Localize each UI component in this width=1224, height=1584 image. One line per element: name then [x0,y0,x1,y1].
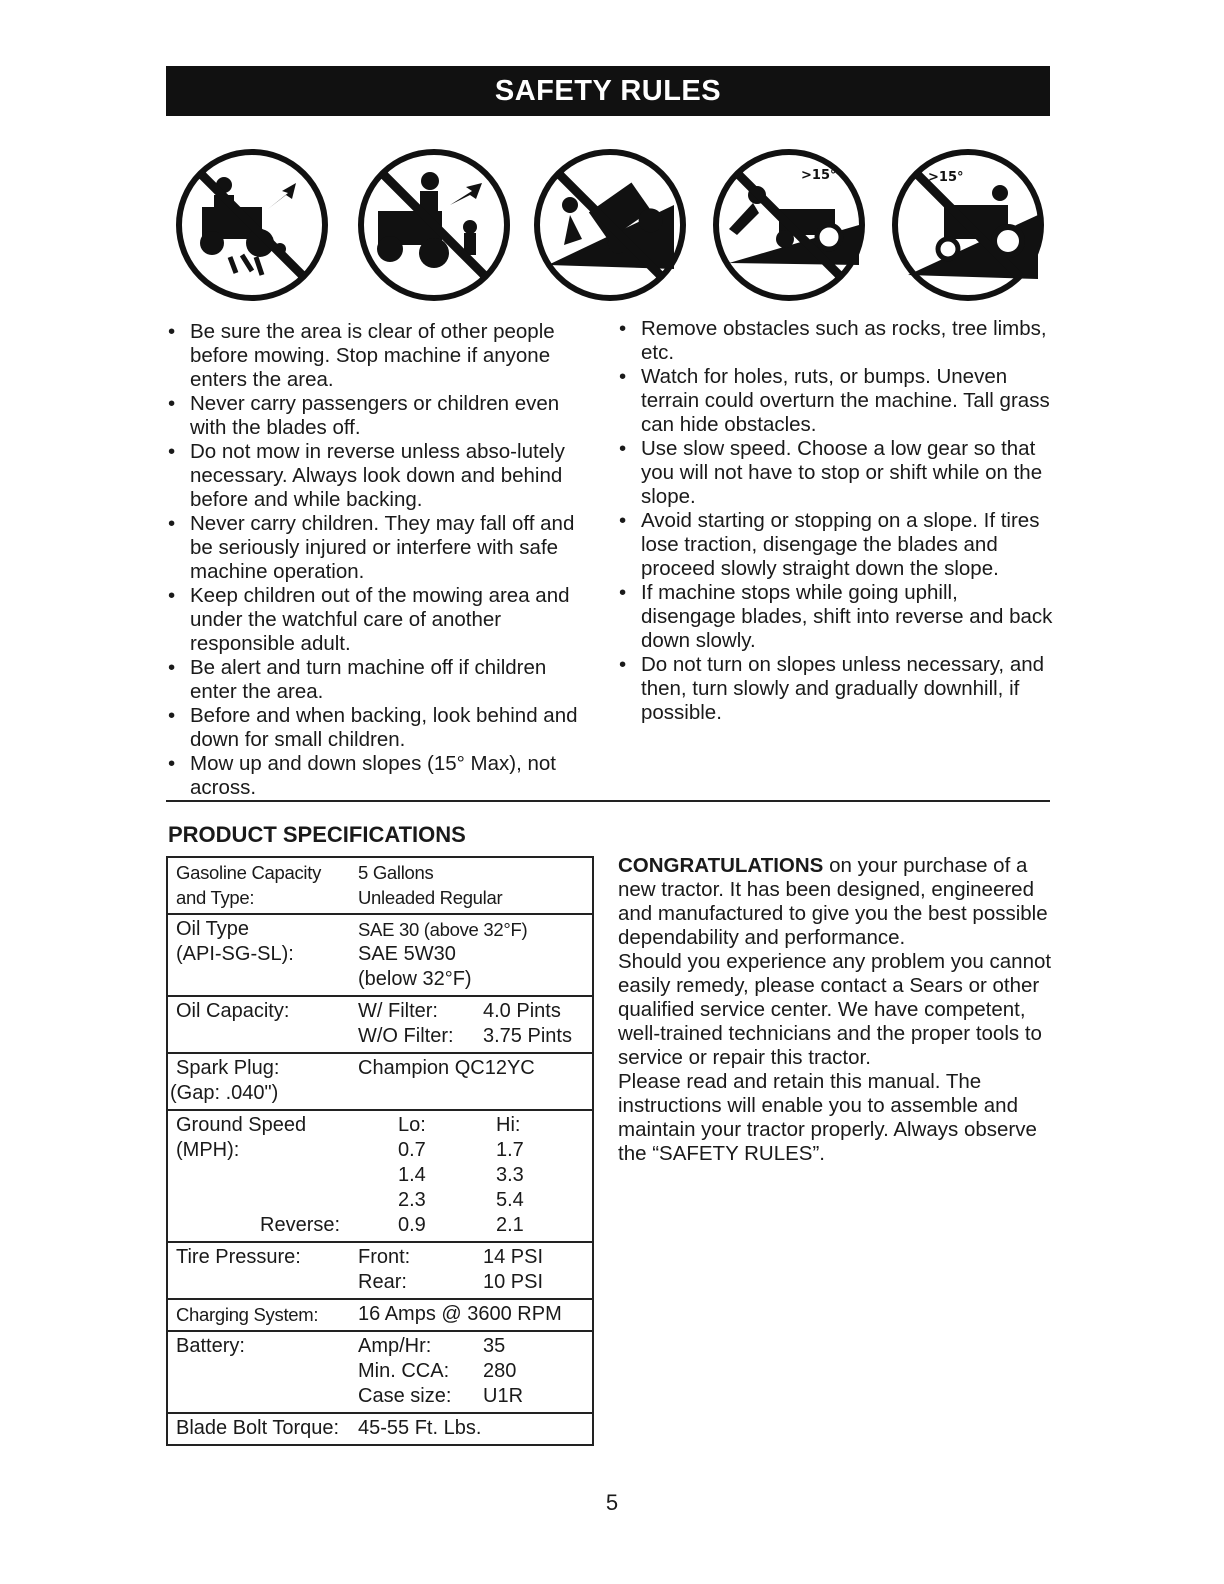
spec-value: U1R [483,1385,524,1407]
spec-key: Min. CCA: [358,1360,450,1382]
spec-row-blade-bolt [168,1414,592,1444]
safety-icons-row [166,145,1050,320]
spec-label: Tire Pressure: [176,1246,301,1268]
spec-label: Gasoline Capacity [176,862,322,883]
speed-hi-value: 1.7 [496,1139,524,1161]
list-item: • Never carry passengers or children even with the blades off. [166,392,596,440]
page-title: SAFETY RULES [166,66,1050,116]
spec-value: Champion QC12YC [358,1057,535,1079]
spec-label: Charging System: [176,1304,319,1325]
no-passengers-icon [354,145,514,305]
spec-label: Blade Bolt Torque: [176,1417,340,1439]
spec-key: W/O Filter: [358,1025,454,1047]
specs-title: PRODUCT SPECIFICATIONS [168,822,466,847]
speed-hi-value: 5.4 [496,1189,524,1211]
page-number: 5 [605,1490,619,1515]
list-item: • Be alert and turn machine off if children enter the area. [166,656,596,704]
spec-label: (Gap: .040") [170,1082,279,1104]
list-item: • Use slow speed. Choose a low gear so that you will not have to stop or shift while on the slope. [617,437,1057,509]
list-item: • Keep children out of the mowing area and under the watchful care of another responsible adult. [166,584,596,656]
spec-label: (MPH): [176,1139,240,1161]
list-item: • Be sure the area is clear of other people before mowing. Stop machine if anyone enters the area. [166,320,596,392]
spec-row-tire-pressure [168,1243,592,1300]
spec-label: Reverse: [260,1214,341,1236]
speed-hi-value: 2.1 [496,1214,524,1236]
spec-label: and Type: [176,887,255,908]
congrats-paragraph: on your purchase of a new tractor. It has been designed, engineered and manufactured to give you the best possible dependability and performance. [618,854,1048,949]
speed-hi-value: 3.3 [496,1164,524,1186]
speed-lo-value: 0.9 [398,1214,426,1236]
list-item: • Before and when backing, look behind and down for small children. [166,704,596,752]
spec-value: 5 Gallons [358,862,434,883]
spec-value: 14 PSI [483,1246,544,1268]
spec-key: Rear: [358,1271,407,1293]
list-item: • Avoid starting or stopping on a slope. If tires lose traction, disengage the blades and proceed slowly straight down the slope. [617,509,1057,581]
spec-value: 16 Amps @ 3600 RPM [358,1303,562,1325]
spec-row-oil-type [168,915,592,997]
spec-value: SAE 5W30 [358,943,456,965]
congrats-paragraph: Please read and retain this manual. The instructions will enable you to assemble and maintain your tractor properly. Always observe the “SAFETY RULES”. [618,1070,1037,1165]
specs-table [166,856,594,1446]
spec-value: 280 [483,1360,517,1382]
speed-lo-value: 2.3 [398,1189,426,1211]
spec-value: SAE 30 (above 32°F) [358,919,528,940]
spec-value: 3.75 Pints [483,1025,572,1047]
speed-lo-value: 1.4 [398,1164,426,1186]
no-steep-slope-icon [709,145,869,305]
spec-row-oil-capacity [168,997,592,1054]
spec-key: Amp/Hr: [358,1335,432,1357]
spec-label: Oil Capacity: [176,1000,290,1022]
svg-text:>15°: >15° [801,168,837,183]
list-item: • Remove obstacles such as rocks, tree limbs, etc. [617,317,1057,365]
list-item: • Do not turn on slopes unless necessary, and then, turn slowly and gradually downhill, if possible. [617,653,1057,725]
safety-rules-left-list [166,320,596,800]
list-item: • Never carry children. They may fall off and be seriously injured or interfere with safe machine operation. [166,512,596,584]
list-item: • Do not mow in reverse unless abso-lutely necessary. Always look down and behind before and while backing. [166,440,596,512]
spec-label: Spark Plug: [176,1057,280,1079]
spec-key: Front: [358,1246,411,1268]
spec-value: 45-55 Ft. Lbs. [358,1417,482,1439]
spec-label: Ground Speed [176,1114,307,1136]
list-item: • If machine stops while going uphill, disengage blades, shift into reverse and back down slowly. [617,581,1057,653]
spec-value: 10 PSI [483,1271,544,1293]
spec-row-gasoline [168,858,592,915]
spec-row-charging [168,1300,592,1332]
speed-lo-header: Lo: [398,1114,426,1136]
list-item: • Mow up and down slopes (15° Max), not across. [166,752,596,800]
svg-text:>15°: >15° [928,170,964,185]
spec-label: Oil Type [176,918,249,940]
no-mowing-near-people-icon [172,145,332,305]
spec-label: (API-SG-SL): [176,943,294,965]
spec-row-spark-plug [168,1054,592,1111]
congratulations-text [618,854,1058,1166]
congrats-paragraph: Should you experience any problem you cannot easily remedy, please contact a Sears or other qualified service center. We have competent, well-trained technicians and the proper tools to service or repair this tractor. [618,950,1052,1069]
safety-rules-right-list [617,317,1057,725]
congrats-lead: CONGRATULATIONS [618,854,824,877]
spec-value: Unleaded Regular [358,887,503,908]
spec-row-battery [168,1332,592,1414]
spec-key: Case size: [358,1385,452,1407]
section-divider [166,800,1050,802]
spec-value: 35 [483,1335,506,1357]
spec-value: (below 32°F) [358,968,472,990]
no-tipping-on-slope-icon [530,145,690,305]
spec-value: 4.0 Pints [483,1000,561,1022]
spec-row-ground-speed [168,1111,592,1243]
speed-lo-value: 0.7 [398,1139,426,1161]
spec-label: Battery: [176,1335,245,1357]
spec-key: W/ Filter: [358,1000,438,1022]
list-item: • Watch for holes, ruts, or bumps. Uneven terrain could overturn the machine. Tall grass can hide obstacles. [617,365,1057,437]
speed-hi-header: Hi: [496,1114,521,1136]
no-mowing-across-slope-icon [888,145,1048,305]
